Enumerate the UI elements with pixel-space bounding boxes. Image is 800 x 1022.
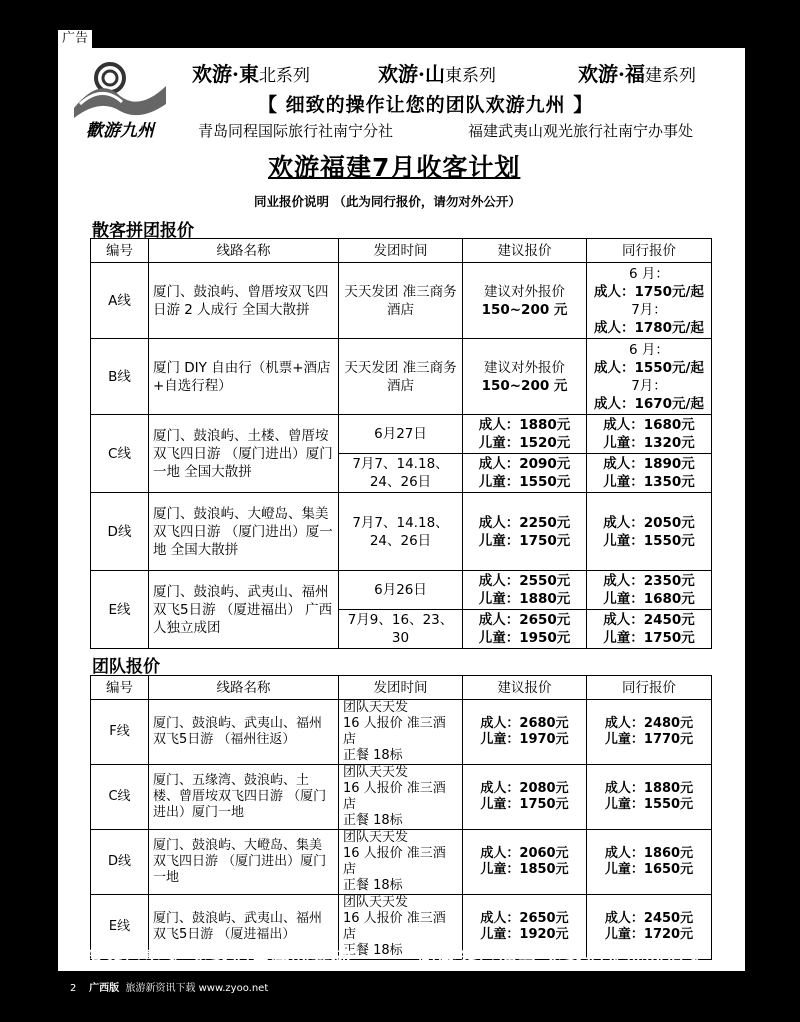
fit-price-table — [90, 238, 712, 649]
main-title: 欢游福建7月收客计划 — [268, 153, 521, 182]
ad-label: 广告 — [58, 30, 92, 48]
table-row: D线 厦门、鼓浪屿、大嶝岛、集美双飞四日游 （厦门进出）厦门一地 团队天天发 16 人报价 准三酒店 正餐 18标 成人：2060元 儿童：1850元 成人：1860元 儿童：1650元 — [91, 830, 712, 895]
page-footer — [70, 979, 268, 994]
agency-fujian: 福建武夷山观光旅行社南宁办事处 — [468, 122, 694, 140]
header-suggest: 建议报价 — [463, 676, 587, 700]
slogan: 【 细致的操作让您的团队欢游九州 】 — [258, 94, 594, 116]
ad-page — [58, 48, 745, 971]
table-header-row — [91, 676, 712, 700]
group-price-table — [90, 675, 712, 960]
header-peer: 同行报价 — [587, 239, 712, 263]
motto-left: 满足客户需求 是我们生存的基础 — [62, 948, 350, 970]
section-title-group: 团队报价 — [92, 657, 160, 677]
table-row: A线 厦门、鼓浪屿、曾厝垵双飞四日游 2 人成行 全国大散拼 天天发团 准三商务酒店 建议对外报价 150~200 元 6 月： 成人：1750元/起 7月： 成人：1780元/起 — [91, 263, 712, 339]
header-peer: 同行报价 — [587, 676, 712, 700]
table-row: E线 厦门、鼓浪屿、武夷山、福州双飞5日游 （厦进福出） 广西人独立成团 6月26日 成人：2550元 儿童：1880元 成人：2350元 儿童：1680元 — [91, 571, 712, 610]
header-code: 编号 — [91, 239, 149, 263]
header-route: 线路名称 — [149, 239, 339, 263]
agency-qingdao: 青岛同程国际旅行社南宁分社 — [198, 122, 394, 140]
table-row: C线 厦门、五缘湾、鼓浪屿、土楼、曾厝垵双飞四日游 （厦门进出）厦门一地 团队天天发 16 人报价 准三酒店 正餐 18标 成人：2080元 儿童：1750元 成人：1880元 儿童：1550元 — [91, 765, 712, 830]
header-time: 发团时间 — [339, 239, 463, 263]
table-row: 7月7、14.18、24、26日 成人：2090元 儿童：1550元 成人：1890元 儿童：1350元 — [91, 454, 712, 493]
page-number: 2 — [70, 983, 77, 994]
subtitle: 同业报价说明 （此为同行报价，请勿对外公开） — [254, 194, 521, 209]
section-title-fit: 散客拼团报价 — [92, 221, 194, 241]
series-dongbei: 欢游·東北系列 — [192, 62, 310, 86]
table-row: E线 厦门、鼓浪屿、武夷山、福州双飞5日游 （厦进福出） 团队天天发 16 人报价 准三酒店 正餐 18标 成人：2650元 儿童：1920元 成人：2450元 儿童：1720元 — [91, 895, 712, 960]
table-row: C线 厦门、鼓浪屿、土楼、曾厝垵双飞四日游 （厦门进出）厦门一地 全国大散拼 6月27日 成人：1880元 儿童：1520元 成人：1680元 儿童：1320元 — [91, 415, 712, 454]
table-row: D线 厦门、鼓浪屿、大嶝岛、集美双飞四日游 （厦门进出）厦一地 全国大散拼 7月7、14.18、24、26日 成人：2250元 儿童：1750元 成人：2050元 儿童：1550元 — [91, 493, 712, 571]
table-row: F线 厦门、鼓浪屿、武夷山、福州双飞5日游 （福州往返） 团队天天发 16 人报价 准三酒店 正餐 18标 成人：2680元 儿童：1970元 成人：2480元 儿童：1770元 — [91, 700, 712, 765]
site-label: 旅游新资讯下载 www.zyoo.net — [125, 983, 269, 994]
table-row: B线 厦门 DIY 自由行（机票+酒店+自选行程） 天天发团 准三商务酒店 建议对外报价 150~200 元 6 月： 成人：1550元/起 7月： 成人：1670元/起 — [91, 339, 712, 415]
header-suggest: 建议报价 — [463, 239, 587, 263]
series-fujian: 欢游·福建系列 — [578, 62, 696, 86]
header-time: 发团时间 — [339, 676, 463, 700]
series-shandong: 欢游·山東系列 — [378, 62, 496, 86]
table-row: 7月9、16、23、30 成人：2650元 儿童：1950元 成人：2450元 儿童：1750元 — [91, 610, 712, 649]
motto-right: 超越客户期望 是我们永远的追求 — [416, 948, 704, 970]
header-code: 编号 — [91, 676, 149, 700]
edition-label: 广西版 — [89, 983, 120, 994]
logo-text: 歡游九州 — [86, 121, 154, 141]
mountain-logo-icon — [70, 56, 170, 142]
header-route: 线路名称 — [149, 676, 339, 700]
table-header-row — [91, 239, 712, 263]
